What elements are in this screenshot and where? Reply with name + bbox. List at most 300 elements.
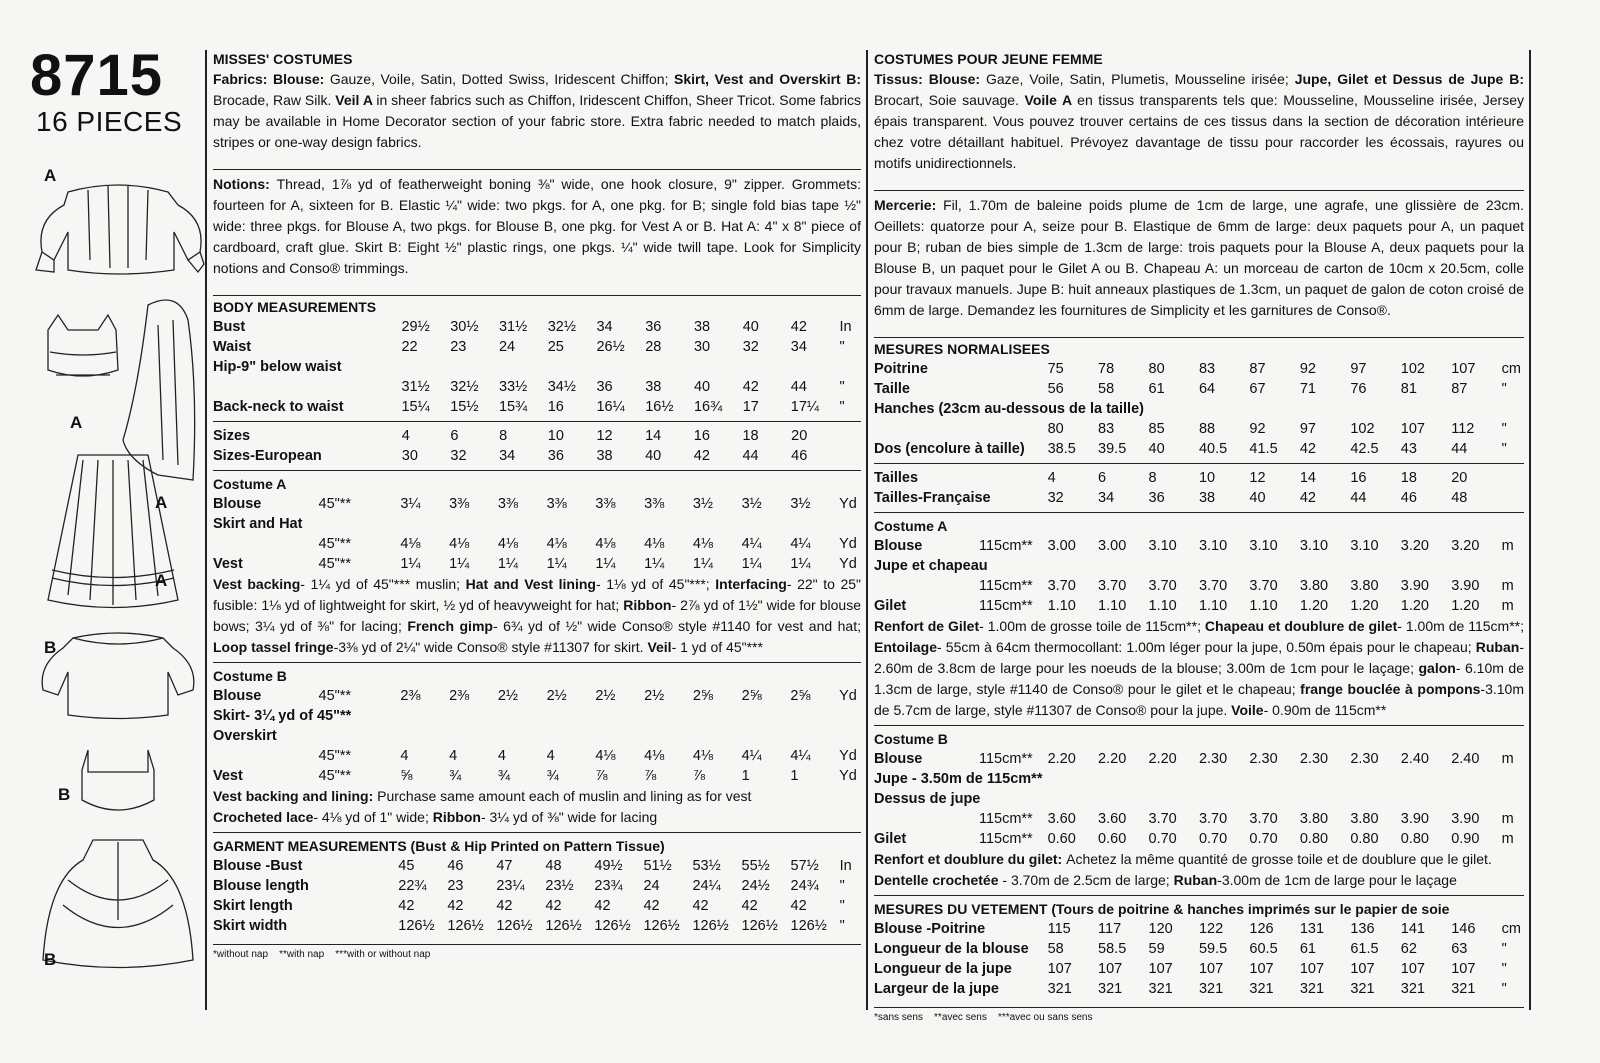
size-value: 2.40 [1400, 751, 1429, 767]
size-value: 321 [1451, 981, 1476, 997]
size-value: 3.70 [1249, 811, 1278, 827]
table-row [874, 809, 1524, 829]
size-value: 44 [1451, 441, 1468, 457]
size-value: 3.10 [1198, 538, 1228, 554]
row-label: Blouse [874, 751, 923, 767]
size-value: 107 [1400, 421, 1425, 437]
size-value: 3.90 [1451, 811, 1480, 827]
size-value: 3.10 [1249, 538, 1278, 554]
size-value: 49½ [594, 858, 623, 874]
text-run: frange bouclée à pompons [1300, 681, 1481, 697]
size-value: 3⅜ [546, 496, 567, 512]
size-value: 23¾ [594, 878, 623, 894]
divider [874, 337, 1524, 338]
costume-b-notes-2 [874, 870, 1524, 891]
table-row [874, 789, 1524, 809]
size-value: 0.70 [1249, 831, 1278, 847]
size-value: 22 [401, 339, 418, 355]
divider [213, 169, 861, 170]
text-run: Dentelle crochetée [874, 872, 999, 888]
text-run: -3.10m de 5.7cm de large, style #11307 de Conso® pour la jupe. [874, 681, 1524, 718]
size-value: 3.80 [1350, 578, 1379, 594]
table-row [213, 446, 861, 466]
unit: Yd [839, 688, 857, 704]
body-measurements-table [874, 359, 1524, 459]
size-value: 1¼ [790, 556, 811, 572]
size-value: 1.10 [1047, 598, 1076, 614]
size-value: 3.70 [1198, 811, 1228, 827]
size-value: 141 [1400, 921, 1425, 937]
size-value: 8 [499, 428, 508, 444]
text-run: Loop tassel fringe [213, 639, 334, 655]
size-value: 0.70 [1198, 831, 1228, 847]
table-row [213, 766, 861, 786]
text-run: Ruban [1475, 639, 1520, 655]
row-label: Largeur de la jupe [874, 981, 999, 997]
size-value: 126½ [545, 918, 582, 934]
size-value: 38 [1198, 490, 1216, 506]
size-value: 1.10 [1148, 598, 1177, 614]
costume-b-heading: Costume B [213, 668, 287, 684]
row-label: Waist [213, 339, 252, 355]
size-value: 32 [450, 448, 467, 464]
size-value: 3.10 [1299, 538, 1329, 554]
table-row [213, 896, 861, 916]
size-value: 3.90 [1400, 578, 1429, 594]
size-value: 87 [1249, 361, 1266, 377]
row-label: Blouse [213, 688, 262, 704]
divider [874, 1007, 1524, 1008]
section-title: MISSES' COSTUMES [213, 51, 353, 67]
table-row [213, 534, 861, 554]
unit: " [839, 339, 845, 355]
text-run: Blouse: [928, 71, 986, 87]
text-run: - 3.70m de 2.5cm de large; [998, 872, 1174, 888]
size-value: 3.70 [1148, 578, 1177, 594]
size-value: 48 [1451, 490, 1468, 506]
table-row [874, 536, 1524, 556]
size-value: 107 [1350, 961, 1375, 977]
size-value: 30 [401, 448, 418, 464]
size-value: 2½ [497, 688, 519, 704]
size-value: 80 [1047, 421, 1064, 437]
size-value: 61 [1299, 941, 1316, 957]
row-label: Tailles [874, 470, 919, 486]
size-value: 3.70 [1198, 578, 1228, 594]
size-value: 1¼ [546, 556, 567, 572]
size-value: ⅝ [400, 768, 413, 784]
unit: " [1501, 441, 1507, 457]
size-value: 2.20 [1098, 751, 1127, 767]
text-run: French gimp [407, 618, 493, 634]
size-value: 321 [1400, 981, 1425, 997]
row-label: Blouse [213, 496, 262, 512]
text-run: Vest backing [213, 576, 301, 592]
size-value: 47 [496, 858, 513, 874]
size-value: 126½ [594, 918, 631, 934]
size-value: 42.5 [1350, 441, 1379, 457]
costume-b-notes [874, 849, 1524, 870]
row-label: Sizes [213, 428, 251, 444]
size-value: 32½ [547, 319, 576, 335]
text-run: - 2⅞ yd of 1½" wide for blouse bows; 3¼ yd of ⅜" for lacing; [213, 597, 861, 634]
size-value: 3.00 [1098, 538, 1127, 554]
size-value: 75 [1047, 361, 1064, 377]
size-value: 321 [1098, 981, 1123, 997]
text-run: Entoilage [874, 639, 938, 655]
size-value: 16½ [645, 399, 674, 415]
row-label: Blouse length [213, 878, 309, 894]
size-value: 107 [1198, 961, 1224, 977]
size-value: 1¼ [595, 556, 616, 572]
table-row [874, 769, 1524, 789]
costume-a-heading: Costume A [874, 518, 948, 534]
row-label [213, 377, 401, 397]
text-run: Veil [647, 639, 672, 655]
size-value: 44 [1350, 490, 1367, 506]
row-label: Longueur de la jupe [874, 961, 1012, 977]
size-value: 23 [447, 878, 464, 894]
size-value: 3⅜ [449, 496, 470, 512]
row-label: Hanches (23cm au-dessous de la taille) [874, 401, 1144, 417]
view-label-a: A [70, 413, 83, 432]
sizes-table [213, 426, 861, 466]
text-run: Ribbon [623, 597, 672, 613]
divider [874, 725, 1524, 726]
size-value: 42 [741, 898, 758, 914]
size-value: 3.10 [1350, 538, 1379, 554]
size-value: 4⅛ [692, 748, 714, 764]
costume-b-notes [213, 786, 861, 807]
size-value: ⅞ [644, 768, 657, 784]
size-value: 38 [693, 319, 711, 335]
size-value: 80 [1148, 361, 1165, 377]
size-value: 42 [742, 379, 759, 395]
size-value: 3.80 [1350, 811, 1379, 827]
size-value: 12 [1249, 470, 1266, 486]
size-value: 2½ [644, 688, 665, 704]
text-run: Gauze, Voile, Satin, Dotted Swiss, Iridescent Chiffon; [329, 71, 674, 87]
table-row [874, 576, 1524, 596]
table-row [874, 829, 1524, 849]
text-run: galon [1418, 660, 1456, 676]
size-value: 4¼ [790, 536, 811, 552]
table-row [874, 419, 1524, 439]
unit [840, 426, 861, 446]
size-value: 45 [398, 858, 415, 874]
size-value: 3¼ [400, 496, 421, 512]
table-row [213, 706, 861, 726]
size-value: 107 [1249, 961, 1274, 977]
unit: " [839, 878, 845, 894]
size-value: 97 [1350, 361, 1367, 377]
size-value: 48 [545, 858, 562, 874]
size-value: 126½ [496, 918, 533, 934]
row-label: Poitrine [874, 361, 928, 377]
size-value: 40 [742, 319, 759, 335]
table-row [874, 468, 1524, 488]
size-value: 4⅛ [400, 536, 421, 552]
size-value: 146 [1451, 921, 1476, 937]
size-value: 42 [790, 319, 807, 335]
size-value: 24½ [741, 878, 770, 894]
text-run: Brocart, Soie sauvage. [874, 92, 1025, 108]
size-value: 44 [742, 448, 759, 464]
row-label: Tailles-Française [874, 490, 991, 506]
size-value: 1¼ [741, 556, 762, 572]
table-row [213, 397, 861, 417]
unit: In [839, 858, 852, 874]
size-value: 102 [1350, 421, 1375, 437]
size-value: 3.90 [1400, 811, 1429, 827]
size-value: 2½ [546, 688, 567, 704]
table-row [874, 359, 1524, 379]
size-value: 3.10 [1148, 538, 1177, 554]
text-run: Mercerie: [874, 197, 944, 213]
size-value: 0.80 [1299, 831, 1329, 847]
size-value: 60.5 [1249, 941, 1278, 957]
size-value: 15½ [450, 399, 479, 415]
size-value: 4⅛ [546, 536, 567, 552]
size-value: 131 [1299, 921, 1325, 937]
size-value: 3⅜ [595, 496, 616, 512]
size-value: 40 [645, 448, 662, 464]
text-run: Voile A [1024, 92, 1078, 108]
size-value: 3.80 [1299, 811, 1329, 827]
size-value: 22¾ [398, 878, 427, 894]
size-value: 0.60 [1047, 831, 1076, 847]
size-value: 63 [1451, 941, 1468, 957]
size-value: 42 [790, 898, 807, 914]
fabric-width: 45"** [318, 496, 352, 512]
text-run: - 3¼ yd of ⅜" wide for lacing [480, 809, 658, 825]
unit: " [839, 918, 845, 934]
size-value: 78 [1098, 361, 1115, 377]
size-value: 61 [1148, 381, 1165, 397]
view-label-a: A [155, 493, 168, 512]
size-value: 321 [1148, 981, 1173, 997]
size-value: 1 [741, 768, 750, 784]
pattern-number: 8715 [30, 43, 164, 108]
row-label: Vest [213, 768, 243, 784]
row-label: Longueur de la blouse [874, 941, 1029, 957]
size-value: 34 [1098, 490, 1115, 506]
unit: cm [1501, 921, 1522, 937]
table-row [874, 979, 1524, 999]
row-label [213, 746, 319, 766]
size-value: 30 [693, 339, 711, 355]
size-value: 83 [1098, 421, 1115, 437]
unit: " [1501, 981, 1507, 997]
fabric-width: 115cm** [978, 598, 1033, 614]
english-column [213, 50, 861, 960]
size-value: 33½ [498, 379, 528, 395]
row-label: Skirt width [213, 918, 288, 934]
size-value: 2.30 [1299, 751, 1329, 767]
size-value: 20 [1451, 470, 1468, 486]
unit: " [1501, 421, 1507, 437]
garment-measurements-table [213, 856, 861, 936]
text-run: Notions: [213, 176, 277, 192]
text-run: Hat and Vest lining [465, 576, 596, 592]
size-value: 3.80 [1299, 578, 1329, 594]
table-row [213, 726, 861, 746]
size-value: 42 [643, 898, 660, 914]
size-value: 102 [1400, 361, 1425, 377]
fabric-width: 115cm** [978, 811, 1033, 827]
text-run: Renfort et doublure du gilet: [874, 851, 1067, 867]
size-value: 14 [1299, 470, 1316, 486]
size-value: 2⅝ [692, 688, 714, 704]
size-value: ¾ [546, 768, 559, 784]
unit [1502, 468, 1524, 488]
size-value: 120 [1148, 921, 1173, 937]
size-value: 36 [645, 319, 662, 335]
text-run: Thread, 1⅞ yd of featherweight boning ⅜" wide, one hook closure, 9" zipper. Grommets: fourteen for A, sixteen for B. Elastic ¼" wide: two pkgs. for A, one pkg. for B; single fold bias tape ½" wide: three pkgs. for Blouse A, two pkgs. for Blouse B, one pkg. for Vest A or B. Hat A: 4" x 8" piece of cardboard, craft glue. Skirt B: Eight ½" plastic rings, one pkgs. ¼" wide twill tape. Look for Simplicity notions and Conso® trimmings. [213, 176, 861, 276]
row-label: Taille [874, 381, 910, 397]
unit: Yd [839, 768, 857, 784]
text-run: Renfort de Gilet [874, 618, 980, 634]
unit: In [839, 319, 852, 335]
size-value: 34 [499, 448, 516, 464]
size-value: 4⅛ [692, 536, 714, 552]
size-value: 1.20 [1400, 598, 1429, 614]
row-label: Jupe et chapeau [874, 558, 988, 574]
table-row [213, 686, 861, 706]
costume-b-heading: Costume B [874, 731, 948, 747]
text-run: - 2.60m de 3.8cm de large pour les noeuds de la blouse; 3.00m de 1cm pour le laçage; [874, 639, 1524, 676]
row-label [213, 534, 319, 554]
size-value: 24¼ [692, 878, 721, 894]
garment-measurements-heading: MESURES DU VETEMENT (Tours de poitrine & hanches imprimés sur le papier de soie [874, 901, 1450, 917]
size-value: 4⅛ [644, 748, 665, 764]
body-measurements-heading: MESURES NORMALISEES [874, 341, 1050, 357]
size-value: 3.70 [1249, 578, 1278, 594]
row-label: Overskirt [213, 728, 277, 744]
size-value: 2⅜ [400, 688, 421, 704]
divider [213, 832, 861, 833]
size-value: 34 [790, 339, 807, 355]
table-row [213, 514, 861, 534]
unit: m [1501, 751, 1514, 767]
size-value: 126½ [447, 918, 484, 934]
text-run: - 1.00m de 115cm**; [1397, 618, 1524, 634]
unit: Yd [839, 556, 857, 572]
costume-a-heading: Costume A [213, 476, 287, 492]
size-value: 2½ [595, 688, 616, 704]
text-run: - 22" to 25" fusible: 1⅛ yd of lightweight for skirt, ½ yd of heavyweight for hat; [213, 576, 862, 613]
row-label: Gilet [874, 598, 907, 614]
size-value: 42 [692, 898, 709, 914]
section-title: COSTUMES POUR JEUNE FEMME [874, 51, 1103, 67]
view-label-a: A [44, 166, 57, 185]
costume-a-notes [213, 574, 861, 658]
size-value: 38 [596, 448, 613, 464]
size-value: 3.00 [1047, 538, 1076, 554]
text-run: Tissus: [874, 71, 929, 87]
footnote: *without nap **with nap ***with or without nap [213, 949, 431, 960]
size-value: 42 [496, 898, 513, 914]
size-value: 4⅛ [449, 536, 470, 552]
divider [213, 470, 861, 471]
row-label [874, 576, 979, 596]
size-value: 38 [645, 379, 662, 395]
unit: m [1501, 538, 1514, 554]
size-value: 51½ [643, 858, 672, 874]
size-value: 115 [1047, 921, 1071, 937]
size-value: 40 [1148, 441, 1165, 457]
size-value: 55½ [741, 858, 770, 874]
text-run: Voile [1231, 702, 1264, 718]
size-value: 4 [400, 748, 409, 764]
unit: " [1501, 961, 1507, 977]
text-run: in sheer fabrics such as Chiffon, Iridescent Chiffon, Sheer Tricot. Some fabrics may be available in Home Decorator section of your fabric store. Extra fabric needed to match plaids, stripes or one-way design fabrics. [213, 92, 862, 150]
size-value: 20 [791, 428, 808, 444]
size-value: 2.20 [1047, 751, 1076, 767]
size-value: 14 [645, 428, 662, 444]
size-value: 16 [547, 399, 564, 415]
costume-b-notes-2 [213, 807, 861, 828]
text-run: Ruban [1173, 872, 1218, 888]
garment-measurements-heading: GARMENT MEASUREMENTS (Bust & Hip Printed on Pattern Tissue) [213, 838, 665, 854]
size-value: 16 [693, 428, 710, 444]
view-label-b: B [44, 638, 57, 657]
divider [213, 662, 861, 663]
size-value: 4 [497, 748, 506, 764]
divider [213, 421, 861, 422]
view-illustrations [28, 160, 206, 1010]
row-label: Blouse [874, 538, 923, 554]
size-value: 38.5 [1047, 441, 1076, 457]
table-row [213, 494, 861, 514]
size-value: 67 [1249, 381, 1266, 397]
divider [866, 50, 868, 1010]
fabrics-paragraph [213, 69, 861, 153]
size-value: 42 [594, 898, 611, 914]
fabric-width: 45"** [318, 536, 352, 552]
size-value: 10 [547, 428, 564, 444]
fabric-width: 45"** [318, 688, 352, 704]
row-label: Vest [213, 556, 243, 572]
size-value: 2.30 [1249, 751, 1278, 767]
size-value: 32 [1047, 490, 1064, 506]
size-value: 0.60 [1098, 831, 1127, 847]
text-run: - 1¼ yd of 45"*** muslin; [300, 576, 466, 592]
size-value: 46 [447, 858, 464, 874]
text-run: - 1.00m de grosse toile de 115cm**; [979, 618, 1205, 634]
size-value: 18 [742, 428, 759, 444]
size-value: 34½ [547, 379, 576, 395]
size-value: 4 [449, 748, 458, 764]
text-run: - 55cm à 64cm thermocollant: 1.00m léger pour la jupe, 0.50m épais pour le chapeau; [937, 639, 1476, 655]
size-value: 32 [742, 339, 759, 355]
size-value: 126½ [692, 918, 729, 934]
size-value: 1¼ [692, 556, 714, 572]
fabric-width: 45"** [318, 768, 352, 784]
size-value: 41.5 [1249, 441, 1278, 457]
size-value: 4 [1047, 470, 1056, 486]
row-label: Skirt and Hat [213, 516, 303, 532]
text-run: Fabrics: [213, 71, 273, 87]
table-row [213, 856, 861, 876]
size-value: 122 [1198, 921, 1224, 937]
size-value: 17 [742, 399, 759, 415]
text-run: - 0.90m de 115cm** [1263, 702, 1387, 718]
table-row [213, 426, 861, 446]
size-value: 16 [1350, 470, 1367, 486]
text-run: Jupe, Gilet et Dessus de Jupe B: [1294, 71, 1525, 87]
text-run: Crocheted lace [213, 809, 314, 825]
